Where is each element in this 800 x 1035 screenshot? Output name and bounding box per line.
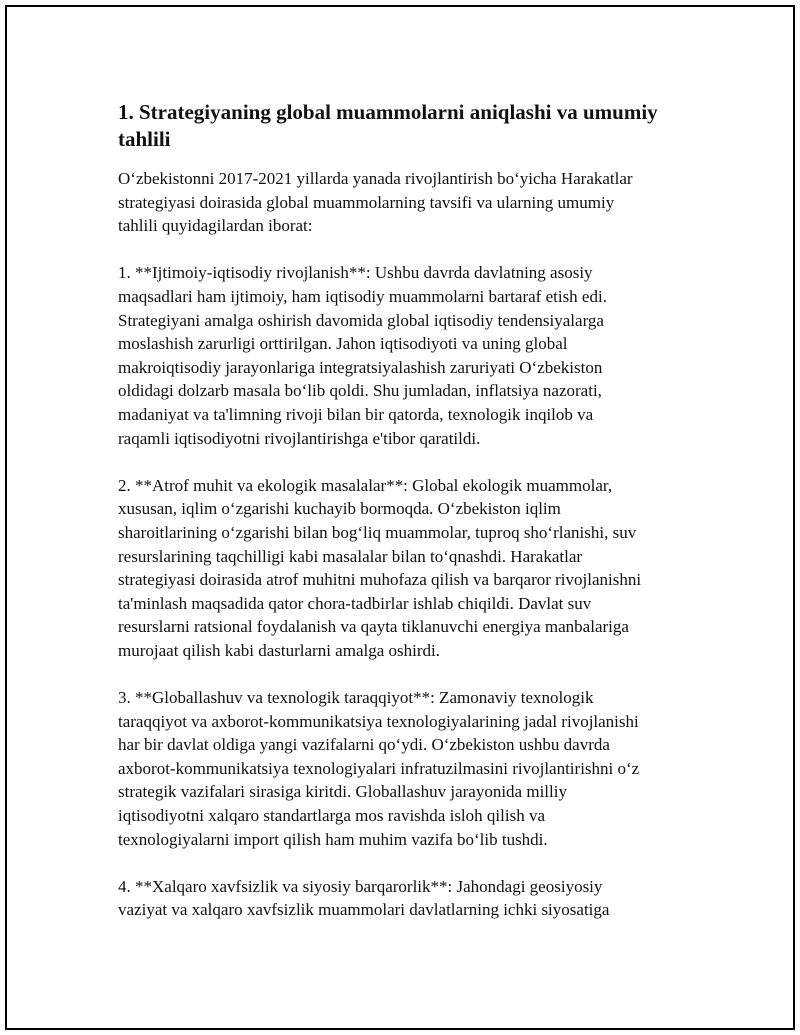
paragraph-line: har bir davlat oldiga yangi vazifalarni qo‘ydi. O‘zbekiston ushbu davrda <box>118 735 610 755</box>
paragraph-line: 4. **Xalqaro xavfsizlik va siyosiy barqarorlik**: Jahondagi geosiyosiy <box>118 876 603 896</box>
paragraph-line: 3. **Globallashuv va texnologik taraqqiyot**: Zamonaviy texnologik <box>118 688 594 708</box>
paragraph-line: vaziyat va xalqaro xavfsizlik muammolari davlatlarning ichki siyosatiga <box>118 900 610 920</box>
paragraph-line: madaniyat va ta'limning rivoji bilan bir qatorda, texnologik inqilob va <box>118 404 594 424</box>
paragraph-line: makroiqtisodiy jarayonlariga integratsiyalashish zaruriyati O‘zbekiston <box>118 357 603 377</box>
section-heading <box>118 99 708 153</box>
paragraph-list <box>118 167 708 922</box>
paragraph <box>118 474 708 663</box>
paragraph-line: sharoitlarining o‘zgarishi bilan bog‘liq muammolar, tuproq sho‘rlanishi, suv <box>118 522 637 542</box>
paragraph-line: resurslarining taqchilligi kabi masalalar bilan to‘qnashdi. Harakatlar <box>118 546 583 566</box>
paragraph-line: O‘zbekistonni 2017-2021 yillarda yanada rivojlantirish bo‘yicha Harakatlar <box>118 169 633 188</box>
paragraph-line: texnologiyalarni import qilish ham muhim vazifa bo‘lib tushdi. <box>118 829 548 849</box>
paragraph-line: 2. **Atrof muhit va ekologik masalalar**: Global ekologik muammolar, <box>118 475 613 495</box>
paragraph-line: strategiyasi doirasida atrof muhitni muhofaza qilish va barqaror rivojlanishni <box>118 570 642 590</box>
paragraph <box>118 686 708 851</box>
paragraph-line: raqamli iqtisodiyotni rivojlantirishga e'tibor qaratildi. <box>118 428 481 448</box>
heading-line: 1. Strategiyaning global muammolarni aniqlashi va umumiy <box>118 100 658 124</box>
paragraph-line: axborot-kommunikatsiya texnologiyalari infratuzilmasini rivojlantirishni o‘z <box>118 758 640 778</box>
paragraph-line: resurslarni ratsional foydalanish va qayta tiklanuvchi energiya manbalariga <box>118 617 629 637</box>
paragraph-line: strategik vazifalari sirasiga kiritdi. Globallashuv jarayonida milliy <box>118 782 567 802</box>
page-frame <box>5 5 795 1030</box>
paragraph-line: taraqqiyot va axborot-kommunikatsiya texnologiyalarining jadal rivojlanishi <box>118 711 639 731</box>
paragraph-line: Strategiyani amalga oshirish davomida global iqtisodiy tendensiyalarga <box>118 310 604 330</box>
paragraph-line: oldidagi dolzarb masala bo‘lib qoldi. Shu jumladan, inflatsiya nazorati, <box>118 381 602 401</box>
paragraph-line: moslashish zarurligi orttirilgan. Jahon iqtisodiyoti va uning global <box>118 334 568 354</box>
paragraph <box>118 261 708 450</box>
paragraph <box>118 875 708 922</box>
paragraph-line: xususan, iqlim o‘zgarishi kuchayib bormoqda. O‘zbekiston iqlim <box>118 499 561 519</box>
paragraph <box>118 167 708 238</box>
paragraph-line: murojaat qilish kabi dasturlarni amalga oshirdi. <box>118 640 440 660</box>
paragraph-line: iqtisodiyotni xalqaro standartlarga mos ravishda isloh qilish va <box>118 806 545 826</box>
paragraph-line: maqsadlari ham ijtimoiy, ham iqtisodiy muammolarni bartaraf etish edi. <box>118 286 607 306</box>
document-body <box>118 99 708 946</box>
heading-line: tahlili <box>118 127 171 151</box>
paragraph-line: tahlili quyidagilardan iborat: <box>118 216 313 236</box>
paragraph-line: strategiyasi doirasida global muammolarning tavsifi va ularning umumiy <box>118 192 615 212</box>
paragraph-line: 1. **Ijtimoiy-iqtisodiy rivojlanish**: Ushbu davrda davlatning asosiy <box>118 263 593 283</box>
paragraph-line: ta'minlash maqsadida qator chora-tadbirlar ishlab chiqildi. Davlat suv <box>118 593 592 613</box>
